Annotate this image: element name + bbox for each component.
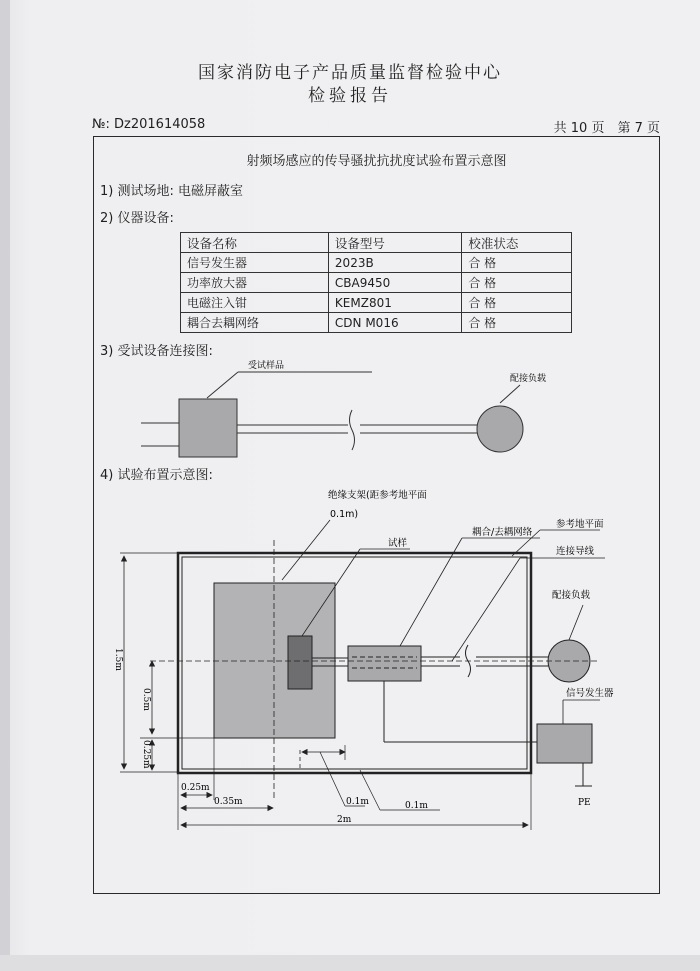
equipment-name: 电磁注入钳 — [181, 293, 329, 313]
cdn-box — [348, 646, 421, 681]
form-title: 射频场感应的传导骚扰抗扰度试验布置示意图 — [246, 154, 507, 169]
equipment-name: 信号发生器 — [181, 253, 329, 273]
header-equipment-name: 设备名称 — [181, 233, 329, 253]
dim-0-1m-a-leader — [320, 752, 345, 806]
load-label: 配接负载 — [552, 590, 591, 601]
equipment-model: CBA9450 — [328, 273, 461, 293]
dim-0-25m-h-label: 0.25m — [181, 783, 210, 793]
equipment-name: 耦合去耦网络 — [181, 313, 329, 333]
signal-generator-label: 信号发生器 — [566, 688, 614, 699]
document-type: 检验报告 — [308, 86, 392, 106]
dim-2m-label: 2m — [337, 815, 352, 825]
equipment-model: KEMZ801 — [328, 293, 461, 313]
support-height-label: 0.1m) — [330, 509, 359, 520]
sample-label: 试样 — [388, 538, 408, 549]
dim-0-5m-label: 0.5m — [141, 688, 151, 711]
header-equipment-model: 设备型号 — [328, 233, 461, 253]
support-leader — [282, 520, 330, 580]
ground-plane-label: 参考地平面 — [556, 519, 604, 530]
header-calibration: 校准状态 — [462, 233, 572, 253]
section-layout-diagram: 4) 试验布置示意图: — [100, 468, 213, 483]
calibration-status: 合 格 — [462, 313, 572, 333]
cdn-label: 耦合/去耦网络 — [472, 527, 533, 538]
calibration-status: 合 格 — [462, 293, 572, 313]
insulating-support-label: 绝缘支架(距参考地平面 — [328, 490, 427, 501]
section-test-site: 1) 测试场地: 电磁屏蔽室 — [100, 184, 243, 199]
insulating-support — [214, 583, 335, 738]
equipment-model: 2023B — [328, 253, 461, 273]
dim-0-25m-v-label: 0.25m — [141, 740, 151, 769]
equipment-model: CDN M016 — [328, 313, 461, 333]
dim-0-35m-label: 0.35m — [214, 797, 243, 807]
report-number: №: Dz201614058 — [92, 117, 206, 132]
dim-0-1m-a-label: 0.1m — [346, 797, 369, 807]
sample-box — [288, 636, 312, 689]
section-connection-diagram: 3) 受试设备连接图: — [100, 344, 213, 359]
wire-leader — [452, 558, 520, 661]
eut-label: 受试样品 — [248, 361, 285, 371]
page-info: 共 10 页 第 7 页 — [553, 121, 660, 136]
dim-1-5m-label: 1.5m — [113, 648, 123, 671]
dim-0-1m-b-label: 0.1m — [405, 801, 428, 811]
equipment-name: 功率放大器 — [181, 273, 329, 293]
load-label: 配接负载 — [510, 374, 547, 384]
organization-title: 国家消防电子产品质量监督检验中心 — [198, 63, 502, 83]
signal-generator-box — [537, 724, 592, 763]
section-equipment: 2) 仪器设备: — [100, 211, 174, 226]
load-leader — [569, 605, 583, 640]
pe-label: PE — [578, 798, 591, 808]
connecting-wire-label: 连接导线 — [556, 546, 595, 557]
calibration-status: 合 格 — [462, 273, 572, 293]
calibration-status: 合 格 — [462, 253, 572, 273]
page-bottom-edge — [0, 955, 700, 971]
